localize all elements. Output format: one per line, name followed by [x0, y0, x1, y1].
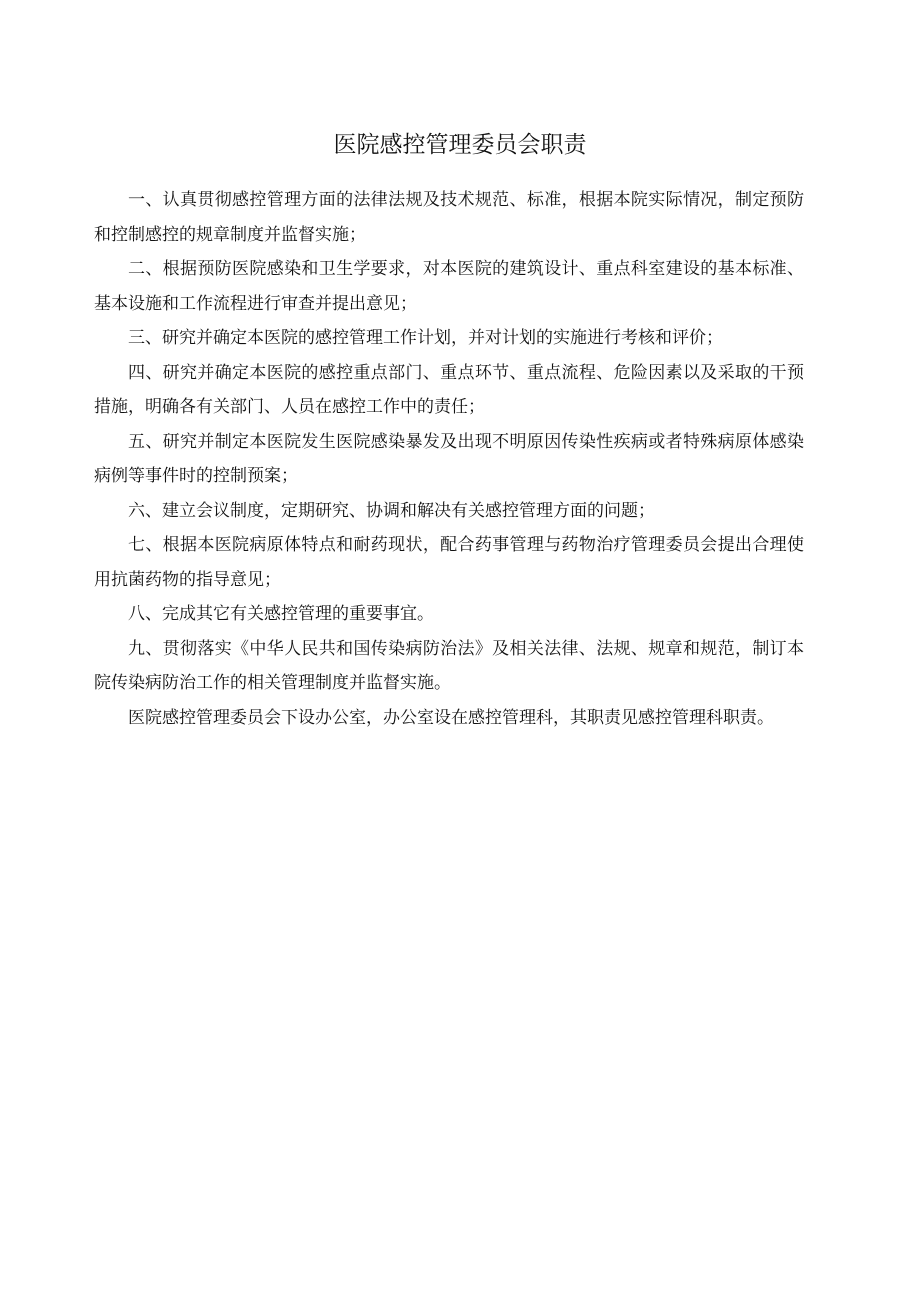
paragraph-10: 医院感控管理委员会下设办公室，办公室设在感控管理科，其职责见感控管理科职责。 [128, 707, 774, 728]
paragraph-2: 二、根据预防医院感染和卫生学要求，对本医院的建筑设计、重点科室建设的基本标准、基本设施和工作流程进行审查并提出意见； [94, 259, 804, 314]
document-title: 医院感控管理委员会职责 [333, 132, 587, 158]
paragraph-3: 三、研究并确定本医院的感控管理工作计划，并对计划的实施进行考核和评价； [128, 328, 723, 348]
paragraph-7: 七、根据本医院病原体特点和耐药现状，配合药事管理与药物治疗管理委员会提出合理使用抗菌药物的指导意见； [94, 535, 804, 590]
paragraph-1: 一、认真贯彻感控管理方面的法律法规及技术规范、标准，根据本院实际情况，制定预防和控制感控的规章制度并监督实施； [94, 190, 804, 245]
paragraph-8: 八、完成其它有关感控管理的重要事宜。 [128, 604, 434, 624]
document-body [94, 183, 804, 735]
paragraph-9: 九、贯彻落实《中华人民共和国传染病防治法》及相关法律、法规、规章和规范，制订本院传染病防治工作的相关管理制度并监督实施。 [94, 638, 804, 693]
paragraph-5: 五、研究并制定本医院发生医院感染暴发及出现不明原因传染性疾病或者特殊病原体感染病例等事件时的控制预案； [94, 431, 804, 486]
paragraph-4: 四、研究并确定本医院的感控重点部门、重点环节、重点流程、危险因素以及采取的干预措施，明确各有关部门、人员在感控工作中的责任； [94, 362, 804, 417]
paragraph-6: 六、建立会议制度，定期研究、协调和解决有关感控管理方面的问题； [128, 500, 655, 521]
